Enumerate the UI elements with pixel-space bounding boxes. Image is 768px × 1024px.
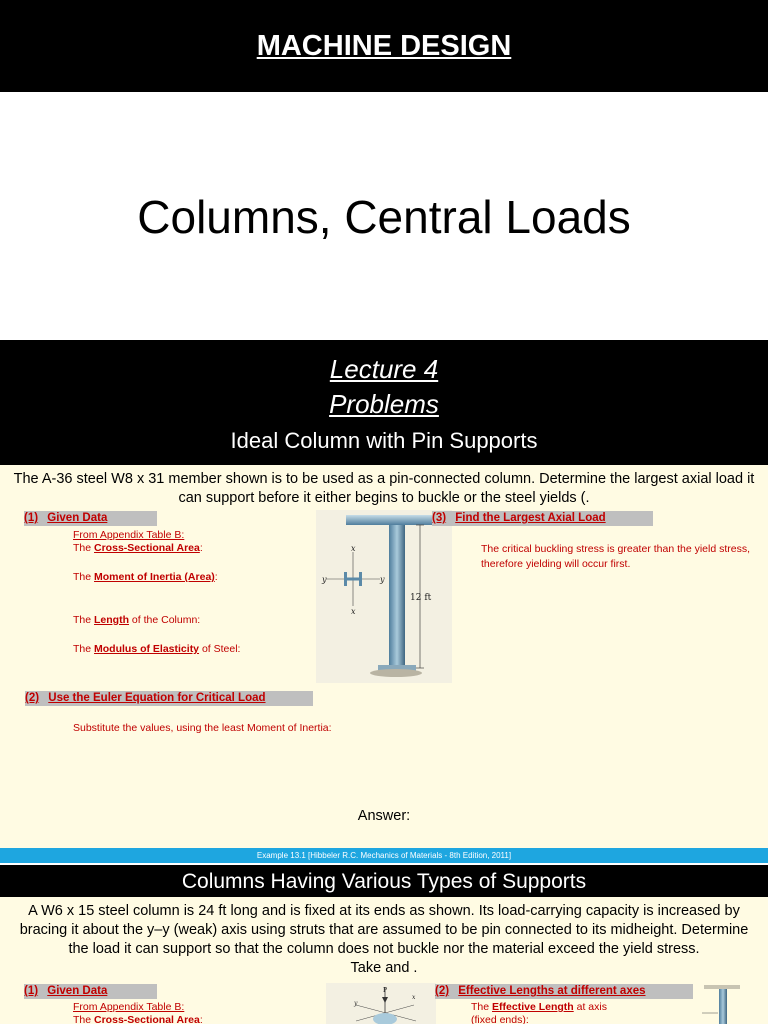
s2-p-label: P <box>383 987 388 994</box>
section2-heading-bar <box>0 865 768 897</box>
s2-x-label: x <box>412 994 416 1001</box>
length-pre: The <box>73 614 95 626</box>
lecture-number: Lecture 4 <box>329 354 439 384</box>
given-area <box>73 542 203 554</box>
answer-label: Answer: <box>357 808 411 824</box>
citation-strip <box>0 848 768 863</box>
given-header <box>24 511 157 526</box>
s2-given-area <box>73 1014 203 1024</box>
s2-area-pre: The <box>73 1014 95 1024</box>
s2-column-figure <box>700 983 744 1024</box>
given-inertia <box>73 571 218 583</box>
largest-note: The critical buckling stress is greater than the yield stress, therefore yielding will occur first. <box>481 543 751 570</box>
s2-effective-title: Effective Lengths at different axes <box>458 985 646 997</box>
modulus-pre: The <box>73 643 95 655</box>
citation-text: Example 13.1 [Hibbeler R.C. Mechanics of Materials - 8th Edition, 2011] <box>256 851 512 860</box>
s2-diagram <box>326 983 436 1024</box>
base-support <box>370 669 422 677</box>
area-post: : <box>199 542 203 554</box>
length-label: 12 ft <box>410 593 432 603</box>
lecture-banner <box>0 340 768 465</box>
area-term: Cross-Sectional Area <box>94 542 200 554</box>
top-banner <box>0 0 768 92</box>
largest-header <box>432 511 653 526</box>
main-title: Columns, Central Loads <box>137 191 631 243</box>
largest-num: (3) <box>432 512 447 524</box>
cross-y-right: y <box>380 575 385 584</box>
length-term: Length <box>94 614 130 626</box>
section1-problem: The A-36 steel W8 x 31 member shown is to be used as a pin-connected column. Determine the largest axial load it can support before it either begins to buckle or the steel yields (. <box>13 471 755 506</box>
area-pre: The <box>73 542 95 554</box>
section2-take: Take and . <box>350 960 418 976</box>
section1-panel <box>0 465 768 848</box>
s2-effective-header <box>435 984 693 999</box>
inertia-term: Moment of Inertia (Area) <box>94 571 215 583</box>
banner-title: MACHINE DESIGN <box>256 30 512 62</box>
inertia-post: : <box>214 571 218 583</box>
column-diagram <box>316 510 452 683</box>
s2-column-diagram <box>700 983 744 1024</box>
s2-area-term: Cross-Sectional Area <box>94 1014 200 1024</box>
s2-given-num: (1) <box>24 985 39 997</box>
s2-eff-pre: The <box>471 1001 493 1013</box>
cross-x-bottom: x <box>351 607 356 616</box>
section2-panel <box>0 897 768 1024</box>
column-figure <box>316 510 452 683</box>
given-num: (1) <box>24 512 39 524</box>
euler-title: Use the Euler Equation for Critical Load <box>48 692 266 704</box>
euler-substitute: Substitute the values, using the least Moment of Inertia: <box>73 722 332 734</box>
section1-heading: Ideal Column with Pin Supports <box>230 428 538 453</box>
s2-figure <box>326 983 436 1024</box>
length-post: of the Column: <box>129 614 201 626</box>
given-appendix: From Appendix Table B: <box>73 529 185 541</box>
inertia-pre: The <box>73 571 95 583</box>
section2-heading: Columns Having Various Types of Supports <box>181 870 587 893</box>
top-beam <box>346 515 444 525</box>
section2-problem: A W6 x 15 steel column is 24 ft long and is fixed at its ends as shown. Its load-carrying capacity is increased by bracing it about the y–y (weak) axis using struts that are assumed to be pin connected to its midheight. Determine the load it can support so that the column does not buckle nor the material exceed the yield stress. <box>19 903 749 957</box>
euler-header <box>25 691 313 706</box>
s2-given-header <box>24 984 157 999</box>
given-length <box>73 614 200 626</box>
lecture-subtitle: Problems <box>329 389 439 419</box>
s2-area-post: : <box>199 1014 203 1024</box>
modulus-post: of Steel: <box>199 643 241 655</box>
s2-given-appendix: From Appendix Table B: <box>73 1001 185 1013</box>
given-title: Given Data <box>47 512 108 524</box>
cross-y-left: y <box>322 575 327 584</box>
s2-effective-line1 <box>471 1001 607 1013</box>
s2-effective-line2: (fixed ends): <box>471 1014 529 1024</box>
s2-y-label: y <box>354 1000 358 1007</box>
modulus-term: Modulus of Elasticity <box>94 643 200 655</box>
euler-num: (2) <box>25 692 40 704</box>
s2-eff-post: at axis <box>573 1001 607 1013</box>
largest-title: Find the Largest Axial Load <box>455 512 606 524</box>
cross-x-top: x <box>351 544 356 553</box>
given-modulus <box>73 643 240 655</box>
column-web <box>389 525 405 670</box>
s2-effective-num: (2) <box>435 985 450 997</box>
s2-eff-term: Effective Length <box>492 1001 574 1013</box>
s2-given-title: Given Data <box>47 985 108 997</box>
